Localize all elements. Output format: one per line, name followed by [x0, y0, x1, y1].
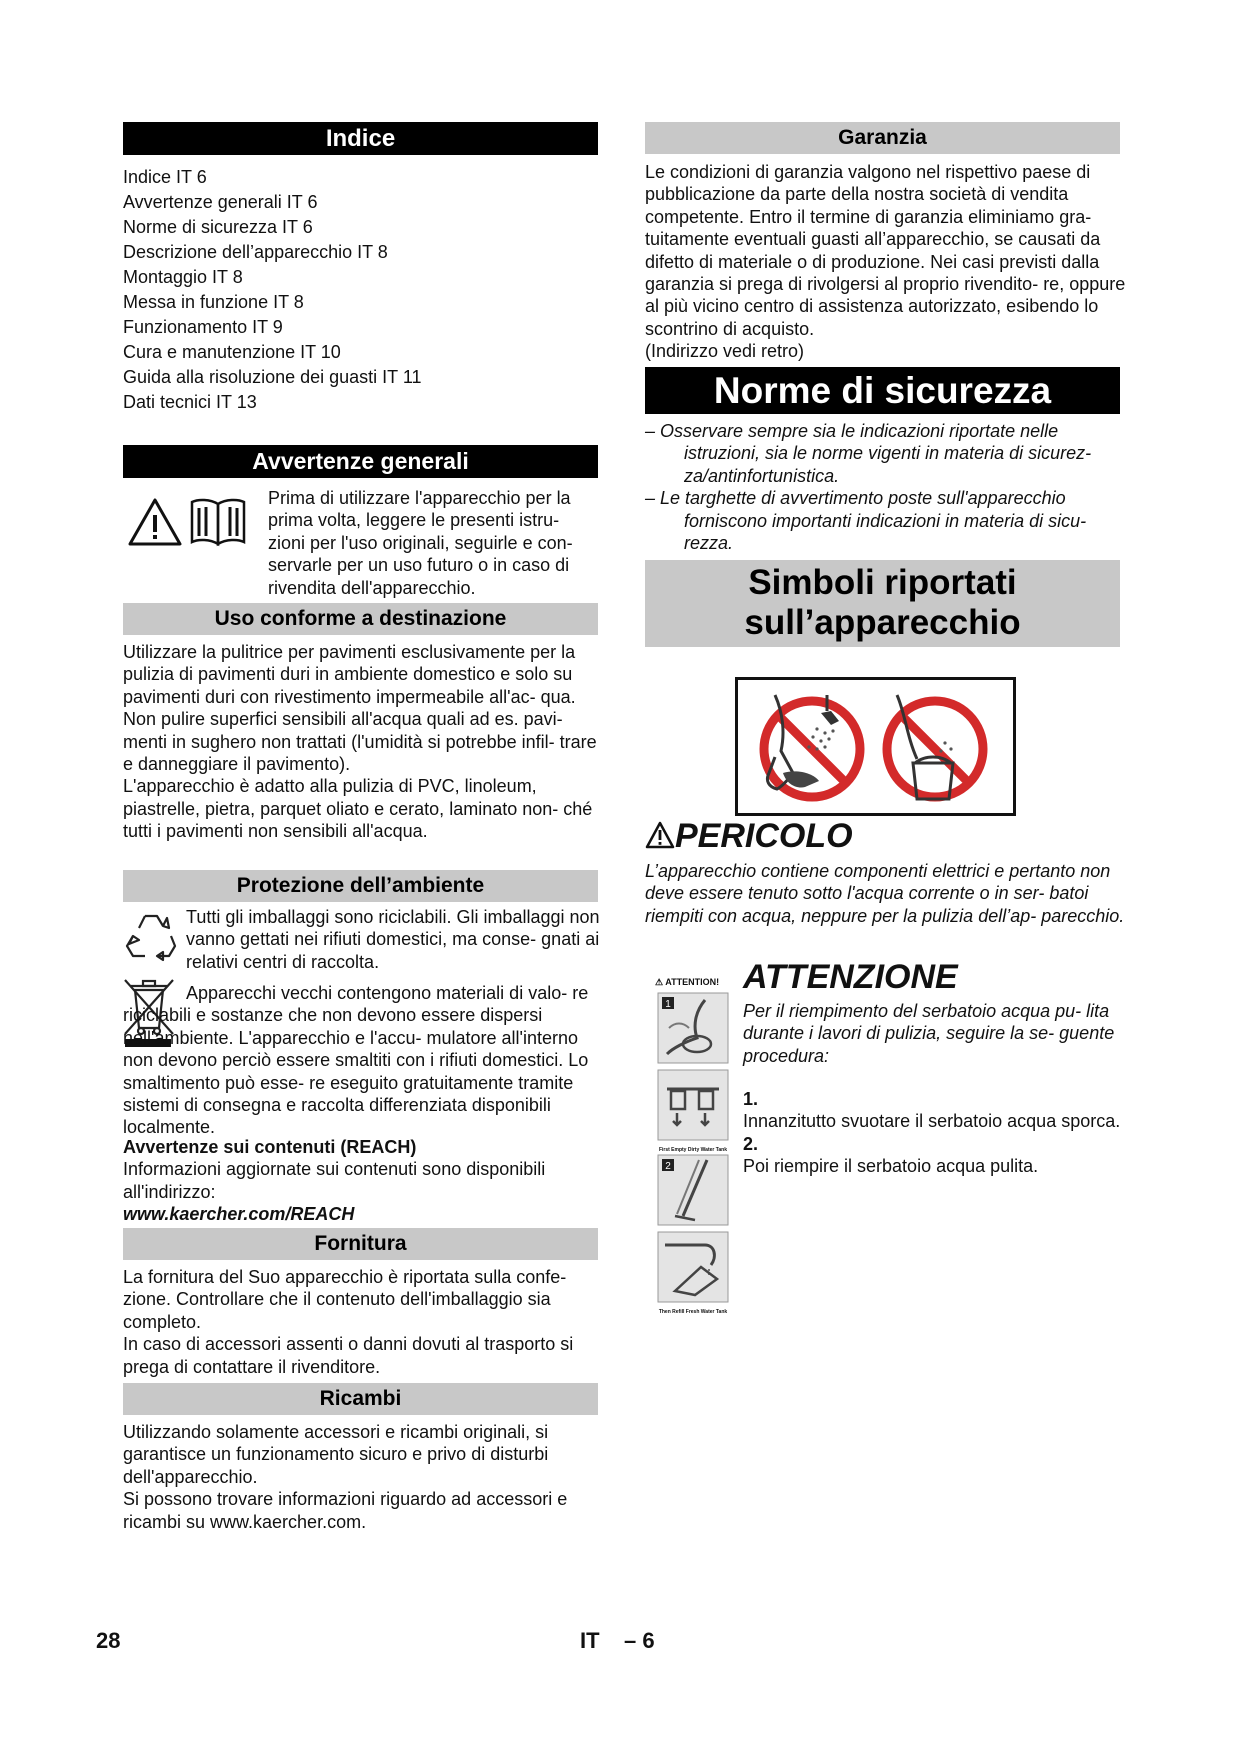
toc-item[interactable]: Guida alla risoluzione dei guasti IT 11	[123, 367, 422, 387]
svg-text:1: 1	[665, 999, 671, 1010]
paragraph: Si possono trovare informazioni riguardo ad accessori e ricambi su www.kaercher.com.	[123, 1489, 568, 1532]
norme-header: Norme di sicurezza	[645, 367, 1120, 414]
step-number: 1.	[743, 1089, 759, 1109]
footer-language: IT	[580, 1628, 600, 1653]
sticker-caption: Then Refill Fresh Water Tank	[658, 1309, 728, 1315]
toc-item[interactable]: Montaggio IT 8	[123, 267, 243, 287]
paragraph: Utilizzando solamente accessori e ricambi originali, si garantisce un funzionamento sicuro e privo di disturbi dell'apparecchio.	[123, 1422, 549, 1487]
garanzia-header: Garanzia	[645, 122, 1120, 154]
sticker-caption: First Empty Dirty Water Tank	[658, 1147, 728, 1153]
warning-triangle-icon	[127, 496, 183, 548]
toc-item[interactable]: Avvertenze generali IT 6	[123, 192, 318, 212]
list-item: – Osservare sempre sia le indicazioni riportate nelle istruzioni, sia le norme vigenti in materia di sicurez- za/antinfortunistica.	[645, 421, 1092, 486]
norme-list	[645, 420, 1130, 554]
garanzia-text	[645, 161, 1130, 363]
uso-conforme-header: Uso conforme a destinazione	[123, 603, 598, 635]
footer-subpage: – 6	[624, 1628, 655, 1653]
sticker-step2-illustration	[655, 1154, 731, 1226]
avvertenze-header: Avvertenze generali	[123, 445, 598, 478]
pericolo-title	[645, 816, 853, 856]
indice-header: Indice	[123, 122, 598, 155]
paragraph: Le condizioni di garanzia valgono nel rispettivo paese di pubblicazione da parte della nostra società di vendita competente. Entro il termine di garanzia eliminiamo gra- tuitamente eventuali guasti all’apparecchio, se causati da difetto di materiale o di produzione. Nei casi previsti dalla garanzia si prega di rivolgersi al proprio rivendito- re, oppure al più vicino centro di assistenza autorizzato, esibendo lo scontrino di acquisto.	[645, 162, 1126, 339]
pericolo-label: PERICOLO	[675, 817, 853, 855]
toc-item[interactable]: Indice IT 6	[123, 167, 207, 187]
reach-link[interactable]: www.kaercher.com/REACH	[123, 1204, 355, 1225]
recycle-text: Tutti gli imballaggi sono riciclabili. Gli imballaggi non vanno gettati nei rifiuti domestici, ma conse- gnati ai relativi centri di raccolta.	[186, 907, 600, 972]
toc-item[interactable]: Funzionamento IT 9	[123, 317, 283, 337]
toc-item[interactable]: Norme di sicurezza IT 6	[123, 217, 313, 237]
svg-text:2: 2	[665, 1161, 671, 1172]
step-text: Innanzitutto svuotare il serbatoio acqua sporca.	[743, 1111, 1121, 1132]
toc-item[interactable]: Cura e manutenzione IT 10	[123, 342, 341, 362]
fornitura-text	[123, 1266, 608, 1378]
ambiente-header: Protezione dell’ambiente	[123, 870, 598, 902]
paragraph: L'apparecchio è adatto alla pulizia di PVC, linoleum, piastrelle, pietra, parquet oliato e cerato, laminato non- ché tutti i pavimenti non sensibili all'acqua.	[123, 776, 593, 842]
attention-sticker	[655, 972, 731, 1315]
simboli-title-line: sull’apparecchio	[744, 603, 1021, 642]
pericolo-text: L’apparecchio contiene componenti elettrici e pertanto non deve essere tenuto sotto l'acqua corrente o in ser- batoi riempiti con acqua, neppure per la pulizia dell’ap- parecchio.	[645, 861, 1125, 926]
step-text: Poi riempire il serbatoio acqua pulita.	[743, 1156, 1039, 1177]
attenzione-title: ATTENZIONE	[743, 958, 958, 996]
weee-text: Apparecchi vecchi contengono materiali di valo- re riciclabili e sostanze che non devono essere dispersi nell'ambiente. L'apparecchio e l'accu- mulatore all'interno non devono perciò essere smaltiti con i rifiuti domestici. Lo smaltimento può esse- re eseguito gratuitamente tramite sistemi di consegna e raccolta differenziata disponibili localmente.	[123, 983, 589, 1138]
sticker-empty-tank-illustration	[655, 1069, 731, 1141]
step-number: 2.	[743, 1133, 759, 1154]
page-number: 28	[96, 1628, 121, 1653]
fornitura-header: Fornitura	[123, 1228, 598, 1260]
table-of-contents	[123, 165, 593, 415]
paragraph: Utilizzare la pulitrice per pavimenti esclusivamente per la pulizia di pavimenti duri in ambiente domestico e solo su pavimenti duri con rivestimento impermeabile all'ac- qua.	[123, 642, 576, 707]
ricambi-text	[123, 1421, 608, 1533]
ricambi-header: Ricambi	[123, 1383, 598, 1415]
list-item: – Le targhette di avvertimento poste sull'apparecchio forniscono importanti indicazioni in materia di sicu- rezza.	[645, 488, 1087, 554]
attention-sticker-label	[655, 972, 731, 992]
paragraph: In caso di accessori assenti o danni dovuti al trasporto si prega di contattare il rivenditore.	[123, 1334, 574, 1377]
sticker-step1-illustration	[655, 992, 731, 1064]
attenzione-steps	[743, 1088, 1123, 1178]
no-water-prohibition-icon	[735, 677, 1016, 816]
toc-item[interactable]: Messa in funzione IT 8	[123, 292, 304, 312]
toc-item[interactable]: Descrizione dell’apparecchio IT 8	[123, 242, 388, 262]
warning-triangle-icon	[645, 821, 675, 849]
paragraph: La fornitura del Suo apparecchio è riportata sulla confe- zione. Controllare che il contenuto dell'imballaggio sia completo.	[123, 1267, 567, 1332]
attenzione-text: Per il riempimento del serbatoio acqua pu- lita durante i lavori di pulizia, seguire la se- guente procedura:	[743, 1001, 1115, 1066]
recycle-icon	[123, 908, 179, 964]
sticker-refill-illustration	[655, 1231, 731, 1303]
uso-conforme-text	[123, 641, 608, 843]
toc-item[interactable]: Dati tecnici IT 13	[123, 392, 257, 412]
simboli-header	[645, 560, 1120, 647]
warning-small-icon: ⚠	[655, 977, 664, 987]
paragraph: (Indirizzo vedi retro)	[645, 341, 805, 362]
attention-label: ATTENTION!	[665, 977, 720, 987]
reach-title: Avvertenze sui contenuti (REACH)	[123, 1137, 417, 1157]
paragraph: Non pulire superfici sensibili all'acqua quali ad es. pavi- menti in sughero non trattati (l'umidità si potrebbe infil- trare e danneggiare il pavimento).	[123, 709, 597, 775]
manual-book-icon	[188, 496, 248, 548]
reach-block	[123, 1136, 608, 1226]
avvertenze-text: Prima di utilizzare l'apparecchio per la prima volta, leggere le presenti istru- zioni per l'uso originali, seguirle e con- servarle per un uso futuro o in caso di rivendita dell'apparecchio.	[268, 488, 573, 598]
simboli-title-line: Simboli riportati	[748, 563, 1017, 602]
reach-text: Informazioni aggiornate sui contenuti sono disponibili all'indirizzo:	[123, 1159, 546, 1202]
